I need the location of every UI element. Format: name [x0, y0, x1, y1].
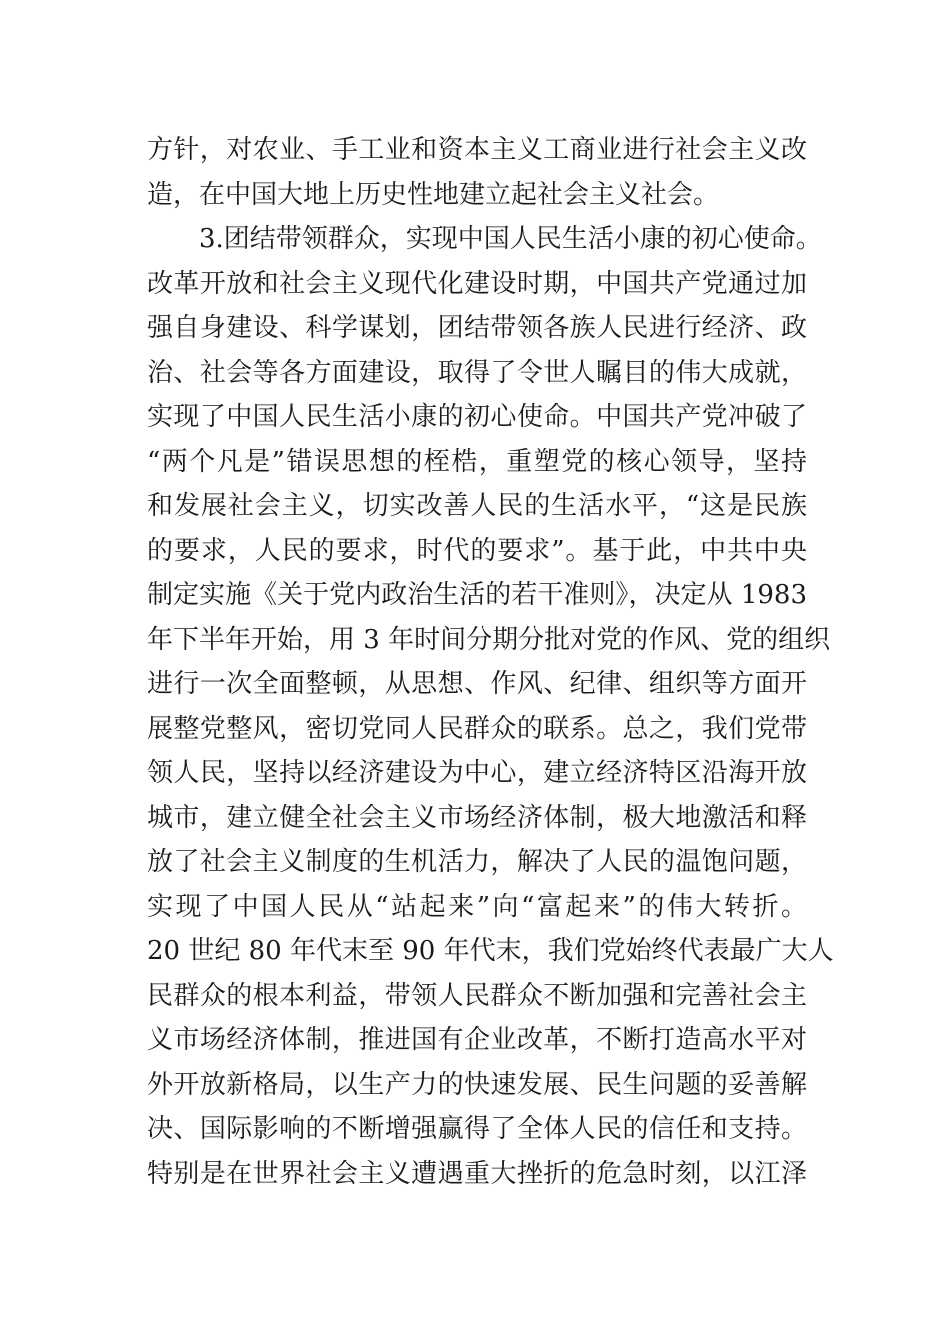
text-line: 实现了中国人民生活小康的初心使命。中国共产党冲破了	[147, 402, 807, 432]
text-line: 和发展社会主义，切实改善人民的生活水平，“这是民族	[147, 491, 807, 521]
text-line: 义市场经济体制，推进国有企业改革，不断打造高水平对	[147, 1025, 807, 1055]
text-line: 领人民，坚持以经济建设为中心，建立经济特区沿海开放	[147, 758, 807, 788]
text-line: 展整党整风，密切党同人民群众的联系。总之，我们党带	[147, 713, 807, 744]
text-line: 制定实施《关于党内政治生活的若干准则》，决定从 1983	[147, 580, 807, 610]
text-line: 城市，建立健全社会主义市场经济体制，极大地激活和释	[147, 802, 807, 833]
text-line: 实现了中国人民从“站起来”向“富起来”的伟大转折。	[147, 891, 807, 922]
text-line: 强自身建设、科学谋划，团结带领各族人民进行经济、政	[147, 313, 807, 343]
text-line: 特别是在世界社会主义遭遇重大挫折的危急时刻，以江泽	[147, 1158, 807, 1189]
body-text	[147, 128, 834, 1196]
text-line: 治、社会等各方面建设，取得了令世人瞩目的伟大成就，	[147, 357, 807, 388]
text-line: 民群众的根本利益，带领人民群众不断加强和完善社会主	[147, 980, 807, 1011]
text-line: 20 世纪 80 年代末至 90 年代末，我们党始终代表最广大人	[147, 936, 834, 966]
text-line: 改革开放和社会主义现代化建设时期，中国共产党通过加	[147, 268, 807, 299]
text-line: 造，在中国大地上历史性地建立起社会主义社会。	[147, 179, 720, 210]
text-line: “两个凡是”错误思想的桎梏，重塑党的核心领导，坚持	[147, 446, 807, 477]
text-line: 方针，对农业、手工业和资本主义工商业进行社会主义改	[147, 135, 807, 165]
text-line: 决、国际影响的不断增强赢得了全体人民的信任和支持。	[147, 1114, 807, 1144]
text-line: 进行一次全面整顿，从思想、作风、纪律、组织等方面开	[147, 669, 807, 699]
text-line: 放了社会主义制度的生机活力，解决了人民的温饱问题，	[147, 847, 807, 877]
text-line: 外开放新格局，以生产力的快速发展、民生问题的妥善解	[147, 1069, 807, 1100]
text-line: 的要求，人民的要求，时代的要求”。基于此，中共中央	[147, 535, 807, 566]
section-heading-line: 3.团结带领群众，实现中国人民生活小康的初心使命。	[199, 224, 822, 254]
text-line: 年下半年开始，用 3 年时间分期分批对党的作风、党的组织	[147, 624, 831, 655]
